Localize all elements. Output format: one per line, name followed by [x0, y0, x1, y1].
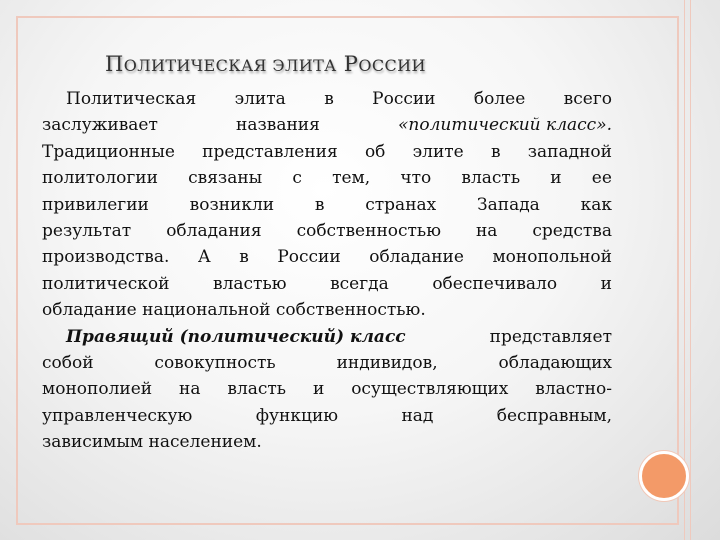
word: обладание [369, 247, 464, 268]
word: властью [213, 273, 287, 294]
word: Политическая [66, 89, 197, 109]
word: результат [42, 221, 132, 242]
sentence-end: обладание национальной собственностью. [42, 300, 426, 321]
slide-title [105, 52, 625, 76]
word: обеспечивало [432, 273, 558, 294]
title-part-2: ОССИИ [358, 56, 426, 75]
word: ее [591, 168, 612, 189]
word: привилегии [42, 194, 149, 215]
text-line [42, 86, 612, 112]
word: в [490, 141, 501, 162]
word: властно- [535, 379, 612, 400]
word: на [179, 379, 201, 400]
word: названия [236, 115, 320, 136]
word: всего [563, 89, 612, 109]
word: власть [227, 379, 287, 400]
word: и [550, 168, 562, 189]
word: и [312, 379, 325, 400]
word: на [475, 221, 498, 242]
word: элите [412, 141, 464, 162]
word: производства. [42, 247, 170, 268]
slide-body-text [42, 86, 612, 456]
word: политологии [42, 168, 158, 189]
word: бесправным, [496, 405, 612, 426]
text-line [42, 244, 612, 270]
word: в [239, 247, 249, 268]
word: власть [461, 168, 521, 189]
word: осуществляющих [351, 379, 509, 400]
word: с [292, 168, 302, 189]
text-line [42, 429, 612, 455]
title-cap-2: Р [343, 52, 359, 76]
word: совокупность [154, 353, 276, 374]
text-line [42, 139, 612, 165]
word: западной [527, 141, 612, 162]
word: странах [365, 194, 437, 215]
word: как [580, 194, 612, 215]
word: заслуживает [42, 115, 158, 136]
word: тем, [332, 168, 371, 189]
word: всегда [330, 273, 389, 294]
word: собой [42, 353, 94, 374]
word: и [600, 273, 612, 294]
text-line [42, 403, 612, 429]
title-cap-1: П [105, 52, 124, 76]
text-line [42, 376, 612, 402]
word: обладающих [498, 353, 612, 374]
word: России [372, 89, 436, 109]
word: монопольной [492, 247, 612, 268]
text-line [42, 271, 612, 297]
word: в [314, 194, 325, 215]
word: функцию [255, 405, 339, 426]
word: в [324, 89, 334, 109]
text-line [42, 297, 612, 323]
word: России [277, 247, 341, 268]
title-part-1: ОЛИТИЧЕСКАЯ ЭЛИТА [123, 56, 337, 75]
word: управленческую [42, 405, 193, 426]
text-line [42, 350, 612, 376]
word: индивидов, [336, 353, 438, 374]
quoted-term: «политический класс». [398, 115, 612, 136]
text-line [42, 112, 612, 138]
word: Традиционные [42, 141, 175, 162]
text-line [42, 192, 612, 218]
word: элита [234, 89, 286, 109]
word: обладания [166, 221, 262, 242]
word: что [400, 168, 432, 189]
text-line [42, 165, 612, 191]
word: возникли [189, 194, 275, 215]
word: политической [42, 273, 170, 294]
sentence-end: зависимым населением. [42, 432, 262, 453]
word: представляет [489, 326, 612, 347]
word: А [197, 247, 211, 268]
word: представления [202, 141, 338, 162]
word: связаны [188, 168, 263, 189]
text-line [42, 324, 612, 350]
word: над [401, 405, 434, 426]
defined-term: Правящий (политический) класс [66, 326, 406, 347]
text-line [42, 218, 612, 244]
word: собственностью [296, 221, 441, 242]
word: об [364, 141, 386, 162]
decorative-rail [684, 0, 700, 540]
decorative-circle [639, 451, 689, 501]
word: средства [532, 221, 612, 242]
word: более [473, 89, 526, 109]
word: монополией [42, 379, 153, 400]
word: Запада [477, 194, 540, 215]
